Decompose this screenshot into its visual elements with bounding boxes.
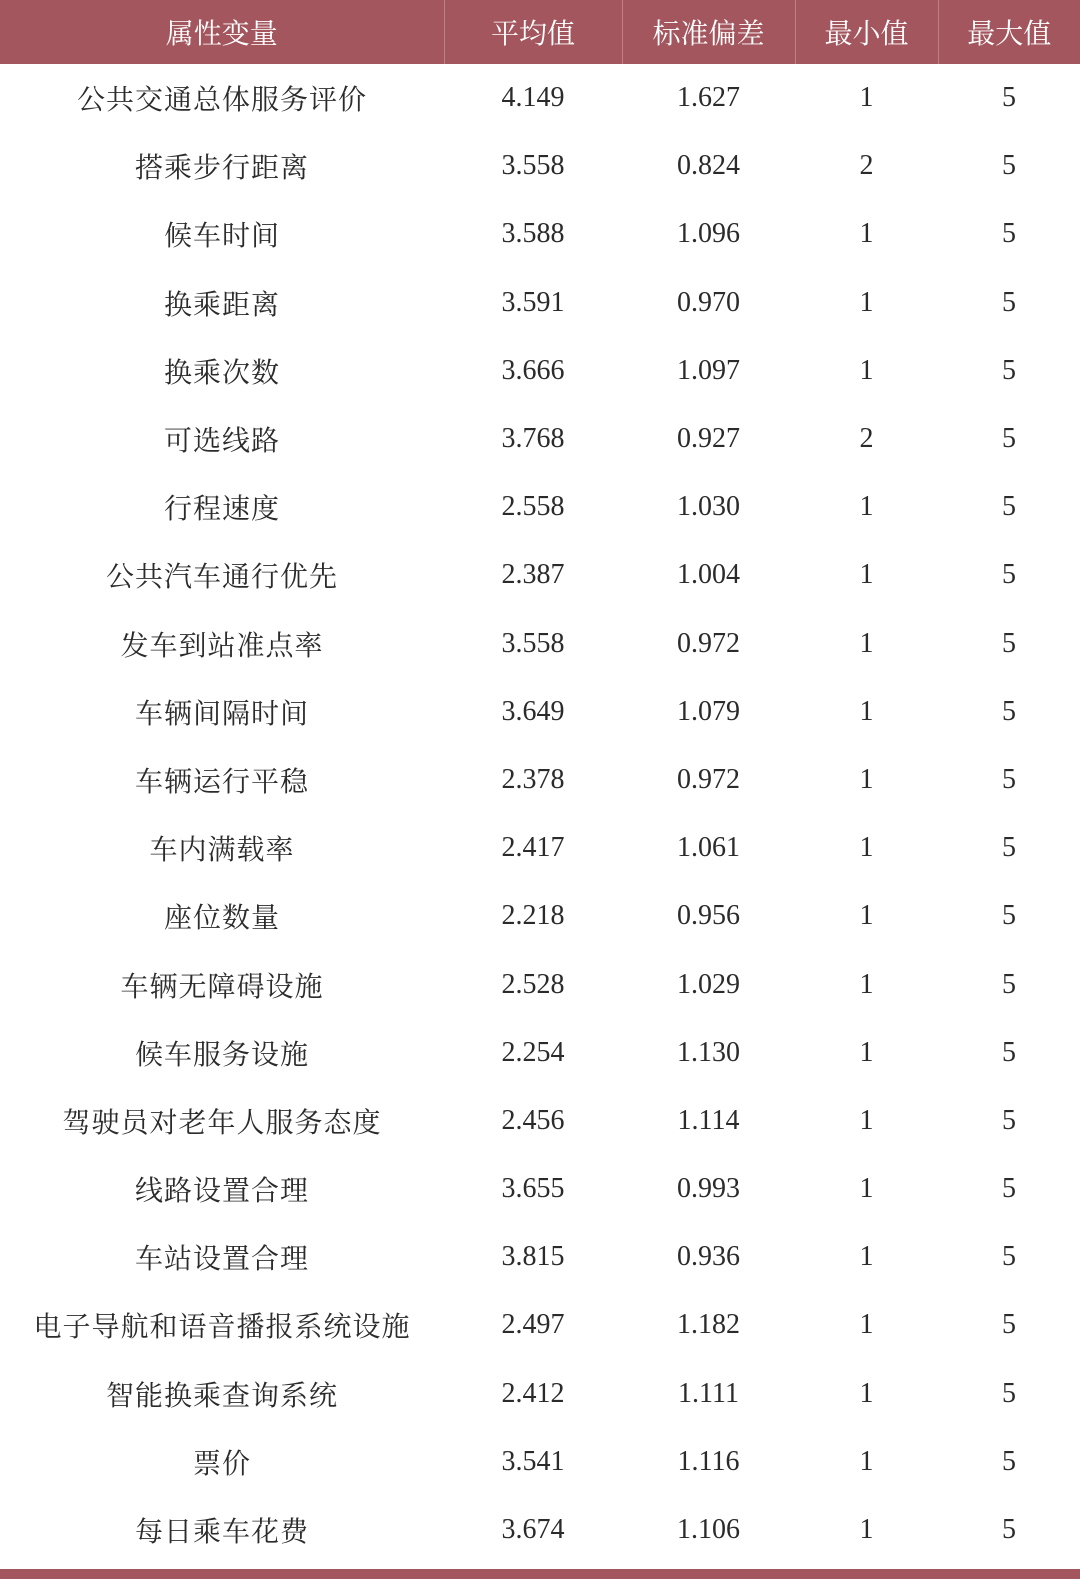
min-cell: 1 bbox=[795, 541, 938, 609]
std-dev-cell: 1.106 bbox=[622, 1496, 795, 1564]
attribute-name-cell: 车辆间隔时间 bbox=[0, 678, 444, 746]
table-header bbox=[0, 0, 1080, 64]
max-cell: 5 bbox=[938, 1360, 1080, 1428]
max-cell: 5 bbox=[938, 132, 1080, 200]
attribute-name-cell: 每日乘车花费 bbox=[0, 1496, 444, 1564]
mean-cell: 3.591 bbox=[444, 269, 622, 337]
mean-cell: 3.588 bbox=[444, 200, 622, 268]
min-cell: 1 bbox=[795, 610, 938, 678]
std-dev-cell: 1.079 bbox=[622, 678, 795, 746]
min-cell: 1 bbox=[795, 950, 938, 1018]
table-row bbox=[0, 541, 1080, 609]
std-dev-cell: 1.096 bbox=[622, 200, 795, 268]
min-cell: 1 bbox=[795, 1155, 938, 1223]
mean-cell: 2.558 bbox=[444, 473, 622, 541]
mean-cell: 3.558 bbox=[444, 132, 622, 200]
std-dev-cell: 0.993 bbox=[622, 1155, 795, 1223]
mean-cell: 3.541 bbox=[444, 1428, 622, 1496]
attribute-name-cell: 行程速度 bbox=[0, 473, 444, 541]
table-row bbox=[0, 473, 1080, 541]
table-row bbox=[0, 746, 1080, 814]
min-cell: 1 bbox=[795, 882, 938, 950]
min-cell: 1 bbox=[795, 1428, 938, 1496]
std-dev-cell: 1.097 bbox=[622, 337, 795, 405]
max-cell: 5 bbox=[938, 1019, 1080, 1087]
attribute-name-cell: 车内满载率 bbox=[0, 814, 444, 882]
std-dev-cell: 1.627 bbox=[622, 64, 795, 132]
mean-cell: 3.655 bbox=[444, 1155, 622, 1223]
attribute-name-cell: 票价 bbox=[0, 1428, 444, 1496]
table-row bbox=[0, 200, 1080, 268]
max-cell: 5 bbox=[938, 950, 1080, 1018]
header-row bbox=[0, 0, 1080, 64]
attribute-name-cell: 电子导航和语音播报系统设施 bbox=[0, 1291, 444, 1359]
min-cell: 1 bbox=[795, 1496, 938, 1564]
mean-cell: 2.417 bbox=[444, 814, 622, 882]
max-cell: 5 bbox=[938, 1223, 1080, 1291]
std-dev-cell: 0.972 bbox=[622, 610, 795, 678]
std-dev-cell: 1.111 bbox=[622, 1360, 795, 1428]
header-max: 最大值 bbox=[938, 0, 1080, 64]
std-dev-cell: 0.927 bbox=[622, 405, 795, 473]
attribute-name-cell: 驾驶员对老年人服务态度 bbox=[0, 1087, 444, 1155]
max-cell: 5 bbox=[938, 1087, 1080, 1155]
std-dev-cell: 0.970 bbox=[622, 269, 795, 337]
mean-cell: 4.149 bbox=[444, 64, 622, 132]
max-cell: 5 bbox=[938, 882, 1080, 950]
min-cell: 1 bbox=[795, 1223, 938, 1291]
header-attribute-variable: 属性变量 bbox=[0, 0, 444, 64]
std-dev-cell: 1.061 bbox=[622, 814, 795, 882]
max-cell: 5 bbox=[938, 473, 1080, 541]
attribute-name-cell: 公共汽车通行优先 bbox=[0, 541, 444, 609]
attribute-name-cell: 座位数量 bbox=[0, 882, 444, 950]
mean-cell: 3.649 bbox=[444, 678, 622, 746]
mean-cell: 3.815 bbox=[444, 1223, 622, 1291]
min-cell: 1 bbox=[795, 678, 938, 746]
min-cell: 1 bbox=[795, 1360, 938, 1428]
attribute-name-cell: 发车到站准点率 bbox=[0, 610, 444, 678]
min-cell: 1 bbox=[795, 269, 938, 337]
min-cell: 1 bbox=[795, 1291, 938, 1359]
max-cell: 5 bbox=[938, 1155, 1080, 1223]
table-row bbox=[0, 1428, 1080, 1496]
mean-cell: 2.378 bbox=[444, 746, 622, 814]
max-cell: 5 bbox=[938, 541, 1080, 609]
min-cell: 2 bbox=[795, 132, 938, 200]
mean-cell: 3.768 bbox=[444, 405, 622, 473]
attribute-name-cell: 线路设置合理 bbox=[0, 1155, 444, 1223]
min-cell: 1 bbox=[795, 473, 938, 541]
mean-cell: 3.674 bbox=[444, 1496, 622, 1564]
min-cell: 1 bbox=[795, 200, 938, 268]
mean-cell: 2.456 bbox=[444, 1087, 622, 1155]
min-cell: 1 bbox=[795, 746, 938, 814]
table-row bbox=[0, 814, 1080, 882]
attribute-name-cell: 可选线路 bbox=[0, 405, 444, 473]
table-body bbox=[0, 64, 1080, 1564]
std-dev-cell: 1.114 bbox=[622, 1087, 795, 1155]
mean-cell: 3.558 bbox=[444, 610, 622, 678]
min-cell: 2 bbox=[795, 405, 938, 473]
header-mean: 平均值 bbox=[444, 0, 622, 64]
min-cell: 1 bbox=[795, 337, 938, 405]
max-cell: 5 bbox=[938, 1428, 1080, 1496]
attribute-name-cell: 车辆运行平稳 bbox=[0, 746, 444, 814]
table-row bbox=[0, 1019, 1080, 1087]
table-row bbox=[0, 950, 1080, 1018]
table-row bbox=[0, 1496, 1080, 1564]
std-dev-cell: 0.956 bbox=[622, 882, 795, 950]
header-std-dev: 标准偏差 bbox=[622, 0, 795, 64]
mean-cell: 3.666 bbox=[444, 337, 622, 405]
attribute-name-cell: 候车时间 bbox=[0, 200, 444, 268]
min-cell: 1 bbox=[795, 1087, 938, 1155]
max-cell: 5 bbox=[938, 405, 1080, 473]
max-cell: 5 bbox=[938, 200, 1080, 268]
attribute-name-cell: 搭乘步行距离 bbox=[0, 132, 444, 200]
table-row bbox=[0, 1087, 1080, 1155]
mean-cell: 2.387 bbox=[444, 541, 622, 609]
attribute-name-cell: 换乘次数 bbox=[0, 337, 444, 405]
max-cell: 5 bbox=[938, 337, 1080, 405]
table-row bbox=[0, 64, 1080, 132]
attribute-name-cell: 候车服务设施 bbox=[0, 1019, 444, 1087]
table-row bbox=[0, 1155, 1080, 1223]
table-row bbox=[0, 337, 1080, 405]
mean-cell: 2.254 bbox=[444, 1019, 622, 1087]
min-cell: 1 bbox=[795, 1019, 938, 1087]
max-cell: 5 bbox=[938, 814, 1080, 882]
max-cell: 5 bbox=[938, 269, 1080, 337]
max-cell: 5 bbox=[938, 1496, 1080, 1564]
min-cell: 1 bbox=[795, 64, 938, 132]
max-cell: 5 bbox=[938, 678, 1080, 746]
std-dev-cell: 1.004 bbox=[622, 541, 795, 609]
std-dev-cell: 1.030 bbox=[622, 473, 795, 541]
mean-cell: 2.218 bbox=[444, 882, 622, 950]
table-row bbox=[0, 882, 1080, 950]
attribute-name-cell: 智能换乘查询系统 bbox=[0, 1360, 444, 1428]
attribute-name-cell: 公共交通总体服务评价 bbox=[0, 64, 444, 132]
std-dev-cell: 1.182 bbox=[622, 1291, 795, 1359]
table-row bbox=[0, 269, 1080, 337]
header-min: 最小值 bbox=[795, 0, 938, 64]
table-row bbox=[0, 1291, 1080, 1359]
max-cell: 5 bbox=[938, 64, 1080, 132]
attribute-name-cell: 车辆无障碍设施 bbox=[0, 950, 444, 1018]
std-dev-cell: 0.936 bbox=[622, 1223, 795, 1291]
mean-cell: 2.528 bbox=[444, 950, 622, 1018]
table-bottom-rule bbox=[0, 1569, 1080, 1579]
table-row bbox=[0, 1360, 1080, 1428]
std-dev-cell: 1.116 bbox=[622, 1428, 795, 1496]
table-row bbox=[0, 132, 1080, 200]
attribute-name-cell: 换乘距离 bbox=[0, 269, 444, 337]
max-cell: 5 bbox=[938, 1291, 1080, 1359]
max-cell: 5 bbox=[938, 746, 1080, 814]
std-dev-cell: 1.130 bbox=[622, 1019, 795, 1087]
std-dev-cell: 0.824 bbox=[622, 132, 795, 200]
table-row bbox=[0, 610, 1080, 678]
min-cell: 1 bbox=[795, 814, 938, 882]
table-row bbox=[0, 405, 1080, 473]
max-cell: 5 bbox=[938, 610, 1080, 678]
std-dev-cell: 0.972 bbox=[622, 746, 795, 814]
std-dev-cell: 1.029 bbox=[622, 950, 795, 1018]
attribute-name-cell: 车站设置合理 bbox=[0, 1223, 444, 1291]
mean-cell: 2.497 bbox=[444, 1291, 622, 1359]
mean-cell: 2.412 bbox=[444, 1360, 622, 1428]
table-row bbox=[0, 1223, 1080, 1291]
table-row bbox=[0, 678, 1080, 746]
